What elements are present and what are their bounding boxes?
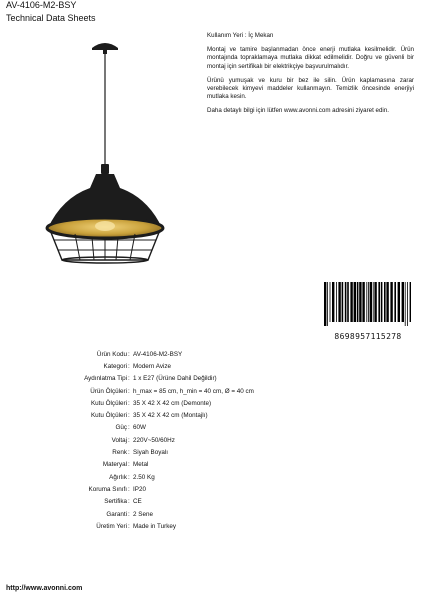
spec-separator: : xyxy=(128,436,130,444)
barcode-bar xyxy=(394,282,396,322)
spec-separator: : xyxy=(128,412,130,420)
spec-label: Renk xyxy=(112,449,127,457)
spec-separator: : xyxy=(128,387,130,395)
barcode-bar xyxy=(381,282,383,322)
spec-table xyxy=(40,348,254,532)
spec-value: Siyah Boyalı xyxy=(133,449,169,457)
document-subtitle: Technical Data Sheets xyxy=(6,13,96,23)
spec-value: Metal xyxy=(133,461,149,469)
barcode-bar xyxy=(386,282,388,322)
barcode-bar xyxy=(368,282,369,322)
spec-row xyxy=(40,446,254,458)
barcode-bar xyxy=(374,282,376,322)
spec-separator: : xyxy=(128,510,130,518)
spec-row xyxy=(40,360,254,372)
spec-separator: : xyxy=(128,375,130,383)
barcode-bar xyxy=(373,282,374,322)
barcode-bar xyxy=(324,282,326,326)
spec-value: 2.50 Kg xyxy=(133,473,155,481)
footer-url[interactable]: http://www.avonni.com xyxy=(6,585,83,592)
spec-row xyxy=(40,508,254,520)
barcode xyxy=(323,282,413,341)
website-note: Daha detaylı bilgi için lütfen www.avonni.com adresini ziyaret edin. xyxy=(207,107,389,115)
spec-value: 2 Sene xyxy=(133,510,153,518)
spec-label: Aydınlatma Tipi xyxy=(84,375,127,383)
barcode-bar xyxy=(327,282,328,326)
spec-separator: : xyxy=(128,362,130,370)
spec-row xyxy=(40,348,254,360)
usage-location: Kullanım Yeri : İç Mekan xyxy=(207,32,274,39)
spec-separator: : xyxy=(128,350,130,358)
spec-separator: : xyxy=(128,449,130,457)
barcode-bar xyxy=(347,282,349,322)
barcode-bar xyxy=(398,282,400,322)
spec-row xyxy=(40,471,254,483)
barcode-bar xyxy=(402,282,404,322)
spec-row xyxy=(40,483,254,495)
spec-row xyxy=(40,434,254,446)
spec-label: Sertifika xyxy=(104,498,127,506)
product-image-pendant-lamp xyxy=(30,38,180,278)
spec-row xyxy=(40,422,254,434)
barcode-bar xyxy=(359,282,361,322)
barcode-bar xyxy=(332,282,334,322)
barcode-bars xyxy=(323,282,413,326)
spec-label: Kutu Ölçüleri xyxy=(90,399,127,407)
info-panel xyxy=(207,32,414,122)
spec-row xyxy=(40,385,254,397)
spec-label: Güç xyxy=(115,424,127,432)
barcode-digits: 8698957115278 xyxy=(334,332,402,341)
barcode-bar xyxy=(342,282,344,322)
barcode-bar xyxy=(350,282,352,322)
spec-label: Kutu Ölçüleri xyxy=(90,412,127,420)
spec-label: Garanti xyxy=(106,510,127,518)
installation-note: Montaj ve tamire başlanmadan önce enerji mutlaka kesilmelidir. Ürün montajında topraklamaya mutlaka dikkat edilmelidir. Doğru ve güvenli bir montaj için sertifikalı bir elektrikçiye başvurulmalıdır. xyxy=(207,46,414,70)
spec-label: Ürün Ölçüleri xyxy=(90,387,127,395)
spec-label: Ürün Kodu xyxy=(96,350,127,358)
barcode-bar xyxy=(366,282,367,322)
barcode-bar xyxy=(336,282,337,322)
barcode-bar xyxy=(407,282,408,326)
spec-separator: : xyxy=(128,522,130,530)
spec-row xyxy=(40,397,254,409)
spec-row xyxy=(40,409,254,421)
document-header xyxy=(6,0,96,24)
spec-value: Modern Avize xyxy=(133,362,172,370)
spec-separator: : xyxy=(128,485,130,493)
spec-row xyxy=(40,373,254,385)
barcode-bar xyxy=(330,282,331,322)
spec-separator: : xyxy=(128,424,130,432)
spec-separator: : xyxy=(128,473,130,481)
barcode-bar xyxy=(384,282,386,322)
spec-separator: : xyxy=(128,399,130,407)
spec-row xyxy=(40,496,254,508)
spec-label: Materyal xyxy=(102,461,127,469)
spec-label: Voltaj xyxy=(111,436,127,444)
barcode-bar xyxy=(345,282,347,322)
barcode-bar xyxy=(378,282,380,322)
spec-value: 220V~50/60Hz xyxy=(133,436,175,444)
spec-value: AV-4106-M2-BSY xyxy=(133,350,183,358)
spec-value: 60W xyxy=(133,424,146,432)
spec-value: Made in Turkey xyxy=(133,522,177,530)
spec-label: Koruma Sınıfı xyxy=(88,485,127,493)
spec-separator: : xyxy=(128,498,130,506)
spec-value: CE xyxy=(133,498,142,506)
spec-row xyxy=(40,520,254,532)
spec-label: Üretim Yeri xyxy=(96,522,127,530)
spec-label: Ağırlık xyxy=(109,473,127,481)
barcode-bar xyxy=(357,282,359,322)
spec-value: IP20 xyxy=(133,485,146,493)
barcode-bar xyxy=(370,282,372,322)
product-code-title: AV-4106-M2-BSY xyxy=(6,0,77,10)
barcode-bar xyxy=(405,282,406,326)
barcode-bar xyxy=(354,282,356,322)
spec-label: Kategori xyxy=(103,362,127,370)
barcode-bar xyxy=(362,282,364,322)
spec-value: 35 X 42 X 42 cm (Montajlı) xyxy=(133,412,208,420)
cleaning-note: Ürünü yumuşak ve kuru bir bez ile silin. Ürün kaplamasına zarar verebilecek kimyevi maddeler kullanmayın. Temizlik öncesinde enerjiyi mutlaka kesin. xyxy=(207,76,414,101)
barcode-bar xyxy=(410,282,411,322)
spec-row xyxy=(40,459,254,471)
spec-separator: : xyxy=(128,461,130,469)
spec-value: 35 X 42 X 42 cm (Demonte) xyxy=(133,399,212,407)
barcode-bar xyxy=(390,282,392,322)
spec-value: h_max = 85 cm, h_min = 40 cm, Ø = 40 cm xyxy=(133,387,254,395)
spec-value: 1 x E27 (Ürüne Dahil Değildir) xyxy=(133,375,217,383)
barcode-bar xyxy=(338,282,340,322)
